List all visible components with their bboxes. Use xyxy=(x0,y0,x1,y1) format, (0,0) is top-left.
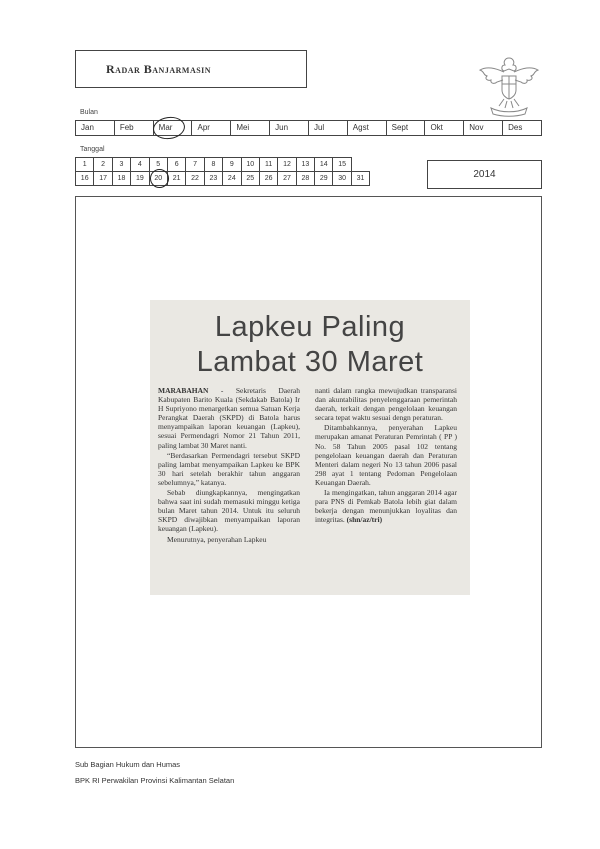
article-paragraph: “Berdasarkan Permendagri tersebut SKPD paling lambat menyampaikan Lapkeu ke BPK 30 hari setelah berakhir tahun anggaran sebelumnya,” katanya. xyxy=(158,450,300,487)
newspaper-name-box xyxy=(75,50,307,88)
date-cell: 30 xyxy=(333,172,351,186)
year-box xyxy=(427,160,542,189)
article-text: - Sekretaris Daerah Kabupaten Barito Kuala (Sekdakab Batola) Ir H Supriyono menargetkan semua Satuan Kerja Perangkat Daerah (SKPD) di Batola harus menyampaikan laporan keuangan (Lapkeu), sesuai Permendagri Nomor 21 Tahun 2011, paling lambat 30 Maret nanti. xyxy=(158,386,300,450)
month-cell: Jan xyxy=(76,121,115,135)
date-cell: 26 xyxy=(259,172,277,186)
date-grid xyxy=(75,157,370,186)
date-cell: 28 xyxy=(296,172,314,186)
date-cell: 5 xyxy=(149,158,167,172)
footer-office: BPK RI Perwakilan Provinsi Kalimantan Selatan xyxy=(75,776,235,785)
date-cell: 27 xyxy=(278,172,296,186)
date-cell: 9 xyxy=(223,158,241,172)
date-cell: 23 xyxy=(204,172,222,186)
month-cell: Okt xyxy=(425,121,464,135)
date-cell: 4 xyxy=(131,158,149,172)
footer-department: Sub Bagian Hukum dan Humas xyxy=(75,760,181,769)
date-cell: 15 xyxy=(333,158,351,172)
author-initials: (shn/az/tri) xyxy=(346,515,383,525)
article-headline xyxy=(150,310,470,380)
article-column-right xyxy=(315,386,457,525)
date-cell-selected xyxy=(149,172,167,186)
date-cell: 16 xyxy=(76,172,94,186)
date-cell: 29 xyxy=(315,172,333,186)
date-cell: 31 xyxy=(351,172,369,186)
date-cell: 21 xyxy=(167,172,185,186)
article-paragraph: Ditambahkannya, penyerahan Lapkeu merupakan amanat Peraturan Pemrintah ( PP ) No. 58 Tahun 2005 pasal 102 tentang pengelolaan keuangan daerah dan Peraturan Menteri dalam negeri No 13 tahun 2006 pasal 298 ayat 1 tentang Pedoman Pengelolaan Keuangan Daerah. xyxy=(315,423,457,487)
date-cell: 10 xyxy=(241,158,259,172)
year-value: 2014 xyxy=(473,169,496,180)
date-cell: 22 xyxy=(186,172,204,186)
date-cell: 11 xyxy=(259,158,277,172)
date-cell: 13 xyxy=(296,158,314,172)
selected-date-circle xyxy=(150,169,169,188)
month-cell-label: Mar xyxy=(158,123,173,132)
article-paragraph: Menurutnya, penyerahan Lapkeu xyxy=(167,534,267,544)
date-cell: 6 xyxy=(167,158,185,172)
article-dateline: MARABAHAN xyxy=(158,386,209,395)
date-cell: 7 xyxy=(186,158,204,172)
article-column-left xyxy=(158,386,300,545)
month-cell: Feb xyxy=(115,121,154,135)
date-cell: 8 xyxy=(204,158,222,172)
date-cell: 1 xyxy=(76,158,94,172)
month-cell-selected xyxy=(154,121,193,135)
selected-month-circle xyxy=(151,115,186,141)
headline-line: Lapkeu Paling xyxy=(214,311,406,343)
date-row xyxy=(76,158,370,172)
article-text: Ia mengingatkan, tahun anggaran 2014 agar para PNS di Pemkab Batola lebih giat dalam bekerja dengan menunjukkan loyalitas dan integritas. xyxy=(315,488,457,525)
date-cell-label: 20 xyxy=(154,175,163,182)
article-paragraph xyxy=(158,386,300,450)
date-label: Tanggal xyxy=(80,146,105,153)
month-cell: Jul xyxy=(309,121,348,135)
garuda-emblem-icon xyxy=(477,48,541,118)
month-cell: Jun xyxy=(270,121,309,135)
date-cell: 12 xyxy=(278,158,296,172)
date-cell: 24 xyxy=(223,172,241,186)
month-cell: Apr xyxy=(192,121,231,135)
month-cell: Des xyxy=(508,123,523,132)
date-cell: 3 xyxy=(112,158,130,172)
article-paragraph: nanti dalam rangka mewujudkan transparansi dan akuntabilitas penyelenggaraan pemerintah daerah, terkait dengan pengelolaan keuangan secara tepat waktu sesuai dengn peraturan. xyxy=(315,386,457,423)
month-cell: Nov xyxy=(464,121,503,135)
article-paragraph xyxy=(315,488,457,524)
headline-line: Lambat 30 Maret xyxy=(196,346,424,378)
date-cell: 25 xyxy=(241,172,259,186)
month-cell: Agst xyxy=(348,121,387,135)
month-cell: Sept xyxy=(387,121,426,135)
article-paragraph: Sebab diungkapkannya, mengingatkan bahwa saat ini sudah memasuki minggu ketiga bulan Maret tahun 2014. Untuk itu seluruh SKPD diwajibkan menyampaikan laporan keuangan (Lapkeu). xyxy=(158,488,300,534)
month-selector xyxy=(75,120,542,136)
newspaper-name: Radar Banjarmasin xyxy=(106,61,212,76)
date-row xyxy=(76,172,370,186)
date-cell: 18 xyxy=(112,172,130,186)
month-cell: Mei xyxy=(231,121,270,135)
date-cell: 19 xyxy=(131,172,149,186)
date-cell: 2 xyxy=(94,158,112,172)
date-cell: 14 xyxy=(315,158,333,172)
month-label: Bulan xyxy=(80,109,98,116)
date-cell: 17 xyxy=(94,172,112,186)
